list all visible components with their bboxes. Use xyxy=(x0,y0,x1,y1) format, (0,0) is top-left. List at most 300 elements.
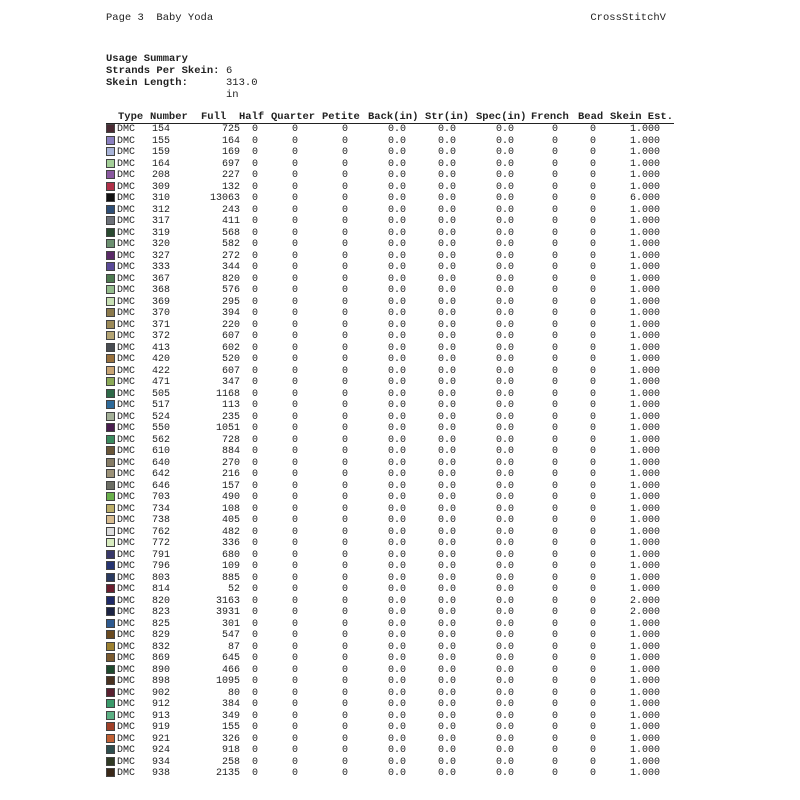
quarter-count: 0 xyxy=(292,158,299,170)
thread-number: 372 xyxy=(152,331,171,342)
back-length: 0.0 xyxy=(387,285,406,296)
back-length: 0.0 xyxy=(387,756,406,768)
thread-number: 333 xyxy=(152,262,171,273)
bead-count: 0 xyxy=(590,434,597,446)
full-count: 1168 xyxy=(215,388,240,400)
back-length: 0.0 xyxy=(387,710,406,722)
thread-number: 803 xyxy=(152,572,171,584)
thread-number: 164 xyxy=(152,158,171,170)
str-length: 0.0 xyxy=(437,722,456,733)
skein-estimate: 1.000 xyxy=(629,411,660,423)
color-swatch xyxy=(106,504,115,513)
spec-length: 0.0 xyxy=(495,618,514,630)
quarter-count: 0 xyxy=(292,204,299,216)
thread-type: DMC xyxy=(117,595,136,607)
back-length: 0.0 xyxy=(387,653,406,664)
color-swatch xyxy=(106,228,115,237)
petite-count: 0 xyxy=(342,239,349,250)
skein-estimate: 1.000 xyxy=(629,641,660,653)
table-row xyxy=(106,481,674,493)
french-count: 0 xyxy=(552,331,559,342)
petite-count: 0 xyxy=(342,515,349,526)
str-length: 0.0 xyxy=(437,653,456,664)
thread-type: DMC xyxy=(117,687,136,699)
petite-count: 0 xyxy=(342,342,349,354)
half-count: 0 xyxy=(252,653,259,664)
table-row xyxy=(106,412,674,424)
half-count: 0 xyxy=(252,365,259,377)
table-row xyxy=(106,228,674,240)
color-swatch xyxy=(106,642,115,651)
thread-type: DMC xyxy=(117,365,136,377)
color-swatch xyxy=(106,297,115,306)
full-count: 405 xyxy=(221,515,240,526)
french-count: 0 xyxy=(552,469,559,480)
thread-number: 413 xyxy=(152,342,171,354)
thread-number: 422 xyxy=(152,365,171,377)
back-length: 0.0 xyxy=(387,434,406,446)
half-count: 0 xyxy=(252,262,259,273)
bead-count: 0 xyxy=(590,204,597,216)
thread-number: 368 xyxy=(152,285,171,296)
color-swatch xyxy=(106,320,115,329)
french-count: 0 xyxy=(552,227,559,239)
table-row xyxy=(106,630,674,642)
petite-count: 0 xyxy=(342,768,349,779)
french-count: 0 xyxy=(552,745,559,756)
thread-type: DMC xyxy=(117,630,136,641)
full-count: 411 xyxy=(221,216,240,227)
color-swatch xyxy=(106,251,115,260)
half-count: 0 xyxy=(252,641,259,653)
col-skein-est: Skein Est. xyxy=(610,111,674,123)
table-row xyxy=(106,343,674,355)
petite-count: 0 xyxy=(342,365,349,377)
str-length: 0.0 xyxy=(437,446,456,457)
spec-length: 0.0 xyxy=(495,285,514,296)
half-count: 0 xyxy=(252,296,259,308)
back-length: 0.0 xyxy=(387,216,406,227)
half-count: 0 xyxy=(252,756,259,768)
half-count: 0 xyxy=(252,446,259,457)
spec-length: 0.0 xyxy=(495,584,514,595)
table-row xyxy=(106,676,674,688)
skein-estimate: 1.000 xyxy=(629,308,660,319)
table-row xyxy=(106,561,674,573)
thread-number: 319 xyxy=(152,227,171,239)
spec-length: 0.0 xyxy=(495,239,514,250)
back-length: 0.0 xyxy=(387,515,406,526)
full-count: 301 xyxy=(221,618,240,630)
half-count: 0 xyxy=(252,331,259,342)
french-count: 0 xyxy=(552,756,559,768)
quarter-count: 0 xyxy=(292,687,299,699)
bead-count: 0 xyxy=(590,538,597,549)
color-swatch xyxy=(106,366,115,375)
half-count: 0 xyxy=(252,503,259,515)
french-count: 0 xyxy=(552,607,559,618)
spec-length: 0.0 xyxy=(495,227,514,239)
str-length: 0.0 xyxy=(437,285,456,296)
back-length: 0.0 xyxy=(387,262,406,273)
thread-number: 898 xyxy=(152,676,171,687)
color-swatch xyxy=(106,343,115,352)
spec-length: 0.0 xyxy=(495,538,514,549)
bead-count: 0 xyxy=(590,515,597,526)
half-count: 0 xyxy=(252,204,259,216)
petite-count: 0 xyxy=(342,411,349,423)
back-length: 0.0 xyxy=(387,147,406,158)
color-swatch xyxy=(106,492,115,501)
thread-number: 371 xyxy=(152,319,171,331)
table-row xyxy=(106,147,674,159)
thread-type: DMC xyxy=(117,377,136,388)
french-count: 0 xyxy=(552,365,559,377)
quarter-count: 0 xyxy=(292,607,299,618)
bead-count: 0 xyxy=(590,170,597,181)
str-length: 0.0 xyxy=(437,181,456,193)
back-length: 0.0 xyxy=(387,733,406,745)
spec-length: 0.0 xyxy=(495,503,514,515)
table-row xyxy=(106,170,674,182)
color-swatch xyxy=(106,734,115,743)
color-swatch xyxy=(106,285,115,294)
full-count: 349 xyxy=(221,710,240,722)
half-count: 0 xyxy=(252,699,259,710)
french-count: 0 xyxy=(552,354,559,365)
quarter-count: 0 xyxy=(292,400,299,411)
thread-type: DMC xyxy=(117,308,136,319)
color-swatch xyxy=(106,170,115,179)
spec-length: 0.0 xyxy=(495,768,514,779)
french-count: 0 xyxy=(552,676,559,687)
color-swatch xyxy=(106,573,115,582)
back-length: 0.0 xyxy=(387,641,406,653)
quarter-count: 0 xyxy=(292,722,299,733)
thread-type: DMC xyxy=(117,354,136,365)
thread-number: 921 xyxy=(152,733,171,745)
bead-count: 0 xyxy=(590,687,597,699)
quarter-count: 0 xyxy=(292,434,299,446)
full-count: 697 xyxy=(221,158,240,170)
thread-number: 369 xyxy=(152,296,171,308)
bead-count: 0 xyxy=(590,285,597,296)
spec-length: 0.0 xyxy=(495,181,514,193)
thread-number: 370 xyxy=(152,308,171,319)
table-header xyxy=(106,111,674,124)
spec-length: 0.0 xyxy=(495,549,514,561)
summary-title: Usage Summary xyxy=(106,53,188,65)
table-row xyxy=(106,262,674,274)
half-count: 0 xyxy=(252,722,259,733)
quarter-count: 0 xyxy=(292,457,299,469)
quarter-count: 0 xyxy=(292,388,299,400)
thread-type: DMC xyxy=(117,296,136,308)
french-count: 0 xyxy=(552,733,559,745)
full-count: 2135 xyxy=(215,768,240,779)
bead-count: 0 xyxy=(590,756,597,768)
skein-estimate: 1.000 xyxy=(629,250,660,262)
french-count: 0 xyxy=(552,503,559,515)
spec-length: 0.0 xyxy=(495,308,514,319)
quarter-count: 0 xyxy=(292,239,299,250)
half-count: 0 xyxy=(252,411,259,423)
color-swatch xyxy=(106,469,115,478)
french-count: 0 xyxy=(552,434,559,446)
thread-type: DMC xyxy=(117,526,136,538)
col-full: Full xyxy=(201,111,227,123)
str-length: 0.0 xyxy=(437,664,456,676)
spec-length: 0.0 xyxy=(495,515,514,526)
str-length: 0.0 xyxy=(437,595,456,607)
col-str: Str(in) xyxy=(425,111,470,123)
back-length: 0.0 xyxy=(387,676,406,687)
full-count: 157 xyxy=(221,480,240,492)
full-count: 108 xyxy=(221,503,240,515)
skein-estimate: 1.000 xyxy=(629,227,660,239)
page-header xyxy=(106,12,666,26)
bead-count: 0 xyxy=(590,388,597,400)
half-count: 0 xyxy=(252,515,259,526)
skein-estimate: 1.000 xyxy=(629,699,660,710)
quarter-count: 0 xyxy=(292,147,299,158)
table-row xyxy=(106,159,674,171)
str-length: 0.0 xyxy=(437,630,456,641)
full-count: 607 xyxy=(221,365,240,377)
table-row xyxy=(106,182,674,194)
quarter-count: 0 xyxy=(292,446,299,457)
back-length: 0.0 xyxy=(387,492,406,503)
quarter-count: 0 xyxy=(292,480,299,492)
quarter-count: 0 xyxy=(292,710,299,722)
thread-type: DMC xyxy=(117,216,136,227)
spec-length: 0.0 xyxy=(495,733,514,745)
color-swatch xyxy=(106,665,115,674)
half-count: 0 xyxy=(252,745,259,756)
spec-length: 0.0 xyxy=(495,630,514,641)
col-bead: Bead xyxy=(578,111,604,123)
half-count: 0 xyxy=(252,561,259,572)
french-count: 0 xyxy=(552,273,559,285)
color-swatch xyxy=(106,745,115,754)
col-type: Type xyxy=(118,111,144,123)
full-count: 680 xyxy=(221,549,240,561)
petite-count: 0 xyxy=(342,400,349,411)
petite-count: 0 xyxy=(342,745,349,756)
bead-count: 0 xyxy=(590,676,597,687)
table-row xyxy=(106,251,674,263)
bead-count: 0 xyxy=(590,319,597,331)
bead-count: 0 xyxy=(590,216,597,227)
thread-type: DMC xyxy=(117,733,136,745)
full-count: 326 xyxy=(221,733,240,745)
col-number: Number xyxy=(150,111,188,123)
french-count: 0 xyxy=(552,204,559,216)
french-count: 0 xyxy=(552,400,559,411)
half-count: 0 xyxy=(252,768,259,779)
quarter-count: 0 xyxy=(292,411,299,423)
full-count: 132 xyxy=(221,181,240,193)
full-count: 466 xyxy=(221,664,240,676)
full-count: 80 xyxy=(227,687,240,699)
skein-estimate: 1.000 xyxy=(629,653,660,664)
skein-estimate: 1.000 xyxy=(629,204,660,216)
thread-number: 820 xyxy=(152,595,171,607)
french-count: 0 xyxy=(552,181,559,193)
full-count: 13063 xyxy=(209,193,240,204)
petite-count: 0 xyxy=(342,250,349,262)
quarter-count: 0 xyxy=(292,170,299,181)
thread-number: 640 xyxy=(152,457,171,469)
str-length: 0.0 xyxy=(437,434,456,446)
half-count: 0 xyxy=(252,538,259,549)
full-count: 155 xyxy=(221,722,240,733)
table-row xyxy=(106,515,674,527)
quarter-count: 0 xyxy=(292,653,299,664)
skein-estimate: 2.000 xyxy=(629,595,660,607)
str-length: 0.0 xyxy=(437,262,456,273)
back-length: 0.0 xyxy=(387,503,406,515)
french-count: 0 xyxy=(552,239,559,250)
back-length: 0.0 xyxy=(387,526,406,538)
half-count: 0 xyxy=(252,595,259,607)
french-count: 0 xyxy=(552,423,559,434)
bead-count: 0 xyxy=(590,354,597,365)
table-row xyxy=(106,492,674,504)
french-count: 0 xyxy=(552,710,559,722)
table-row xyxy=(106,297,674,309)
str-length: 0.0 xyxy=(437,561,456,572)
back-length: 0.0 xyxy=(387,745,406,756)
full-count: 235 xyxy=(221,411,240,423)
bead-count: 0 xyxy=(590,503,597,515)
bead-count: 0 xyxy=(590,722,597,733)
str-length: 0.0 xyxy=(437,618,456,630)
quarter-count: 0 xyxy=(292,262,299,273)
skein-estimate: 1.000 xyxy=(629,618,660,630)
full-count: 87 xyxy=(227,641,240,653)
thread-type: DMC xyxy=(117,664,136,676)
color-swatch xyxy=(106,205,115,214)
thread-type: DMC xyxy=(117,618,136,630)
back-length: 0.0 xyxy=(387,181,406,193)
half-count: 0 xyxy=(252,457,259,469)
color-swatch xyxy=(106,147,115,156)
color-swatch xyxy=(106,550,115,559)
thread-type: DMC xyxy=(117,722,136,733)
skein-estimate: 1.000 xyxy=(629,584,660,595)
thread-number: 791 xyxy=(152,549,171,561)
str-length: 0.0 xyxy=(437,354,456,365)
str-length: 0.0 xyxy=(437,273,456,285)
petite-count: 0 xyxy=(342,699,349,710)
french-count: 0 xyxy=(552,388,559,400)
table-row xyxy=(106,745,674,757)
half-count: 0 xyxy=(252,308,259,319)
thread-number: 829 xyxy=(152,630,171,641)
str-length: 0.0 xyxy=(437,216,456,227)
str-length: 0.0 xyxy=(437,377,456,388)
quarter-count: 0 xyxy=(292,756,299,768)
bead-count: 0 xyxy=(590,411,597,423)
skein-estimate: 1.000 xyxy=(629,526,660,538)
table-row xyxy=(106,653,674,665)
back-length: 0.0 xyxy=(387,227,406,239)
bead-count: 0 xyxy=(590,526,597,538)
thread-number: 738 xyxy=(152,515,171,526)
table-row xyxy=(106,504,674,516)
back-length: 0.0 xyxy=(387,250,406,262)
petite-count: 0 xyxy=(342,216,349,227)
full-count: 520 xyxy=(221,354,240,365)
skein-estimate: 1.000 xyxy=(629,170,660,181)
thread-type: DMC xyxy=(117,653,136,664)
skein-estimate: 1.000 xyxy=(629,423,660,434)
str-length: 0.0 xyxy=(437,768,456,779)
thread-type: DMC xyxy=(117,147,136,158)
full-count: 169 xyxy=(221,147,240,158)
str-length: 0.0 xyxy=(437,503,456,515)
half-count: 0 xyxy=(252,158,259,170)
col-french: French xyxy=(531,111,569,123)
full-count: 482 xyxy=(221,526,240,538)
thread-type: DMC xyxy=(117,331,136,342)
thread-type: DMC xyxy=(117,319,136,331)
full-count: 728 xyxy=(221,434,240,446)
back-length: 0.0 xyxy=(387,331,406,342)
petite-count: 0 xyxy=(342,377,349,388)
str-length: 0.0 xyxy=(437,423,456,434)
petite-count: 0 xyxy=(342,308,349,319)
back-length: 0.0 xyxy=(387,595,406,607)
thread-number: 913 xyxy=(152,710,171,722)
french-count: 0 xyxy=(552,296,559,308)
bead-count: 0 xyxy=(590,469,597,480)
full-count: 347 xyxy=(221,377,240,388)
thread-type: DMC xyxy=(117,756,136,768)
str-length: 0.0 xyxy=(437,124,456,135)
spec-length: 0.0 xyxy=(495,262,514,273)
str-length: 0.0 xyxy=(437,147,456,158)
petite-count: 0 xyxy=(342,526,349,538)
color-swatch xyxy=(106,435,115,444)
half-count: 0 xyxy=(252,193,259,204)
str-length: 0.0 xyxy=(437,492,456,503)
french-count: 0 xyxy=(552,147,559,158)
color-swatch xyxy=(106,377,115,386)
bead-count: 0 xyxy=(590,158,597,170)
table-row xyxy=(106,596,674,608)
thread-number: 610 xyxy=(152,446,171,457)
skein-estimate: 1.000 xyxy=(629,147,660,158)
thread-number: 312 xyxy=(152,204,171,216)
full-count: 645 xyxy=(221,653,240,664)
spec-length: 0.0 xyxy=(495,641,514,653)
quarter-count: 0 xyxy=(292,492,299,503)
french-count: 0 xyxy=(552,308,559,319)
thread-type: DMC xyxy=(117,607,136,618)
half-count: 0 xyxy=(252,377,259,388)
spec-length: 0.0 xyxy=(495,331,514,342)
petite-count: 0 xyxy=(342,434,349,446)
skein-estimate: 1.000 xyxy=(629,549,660,561)
table-row xyxy=(106,699,674,711)
quarter-count: 0 xyxy=(292,699,299,710)
str-length: 0.0 xyxy=(437,250,456,262)
petite-count: 0 xyxy=(342,331,349,342)
table-row xyxy=(106,354,674,366)
quarter-count: 0 xyxy=(292,515,299,526)
